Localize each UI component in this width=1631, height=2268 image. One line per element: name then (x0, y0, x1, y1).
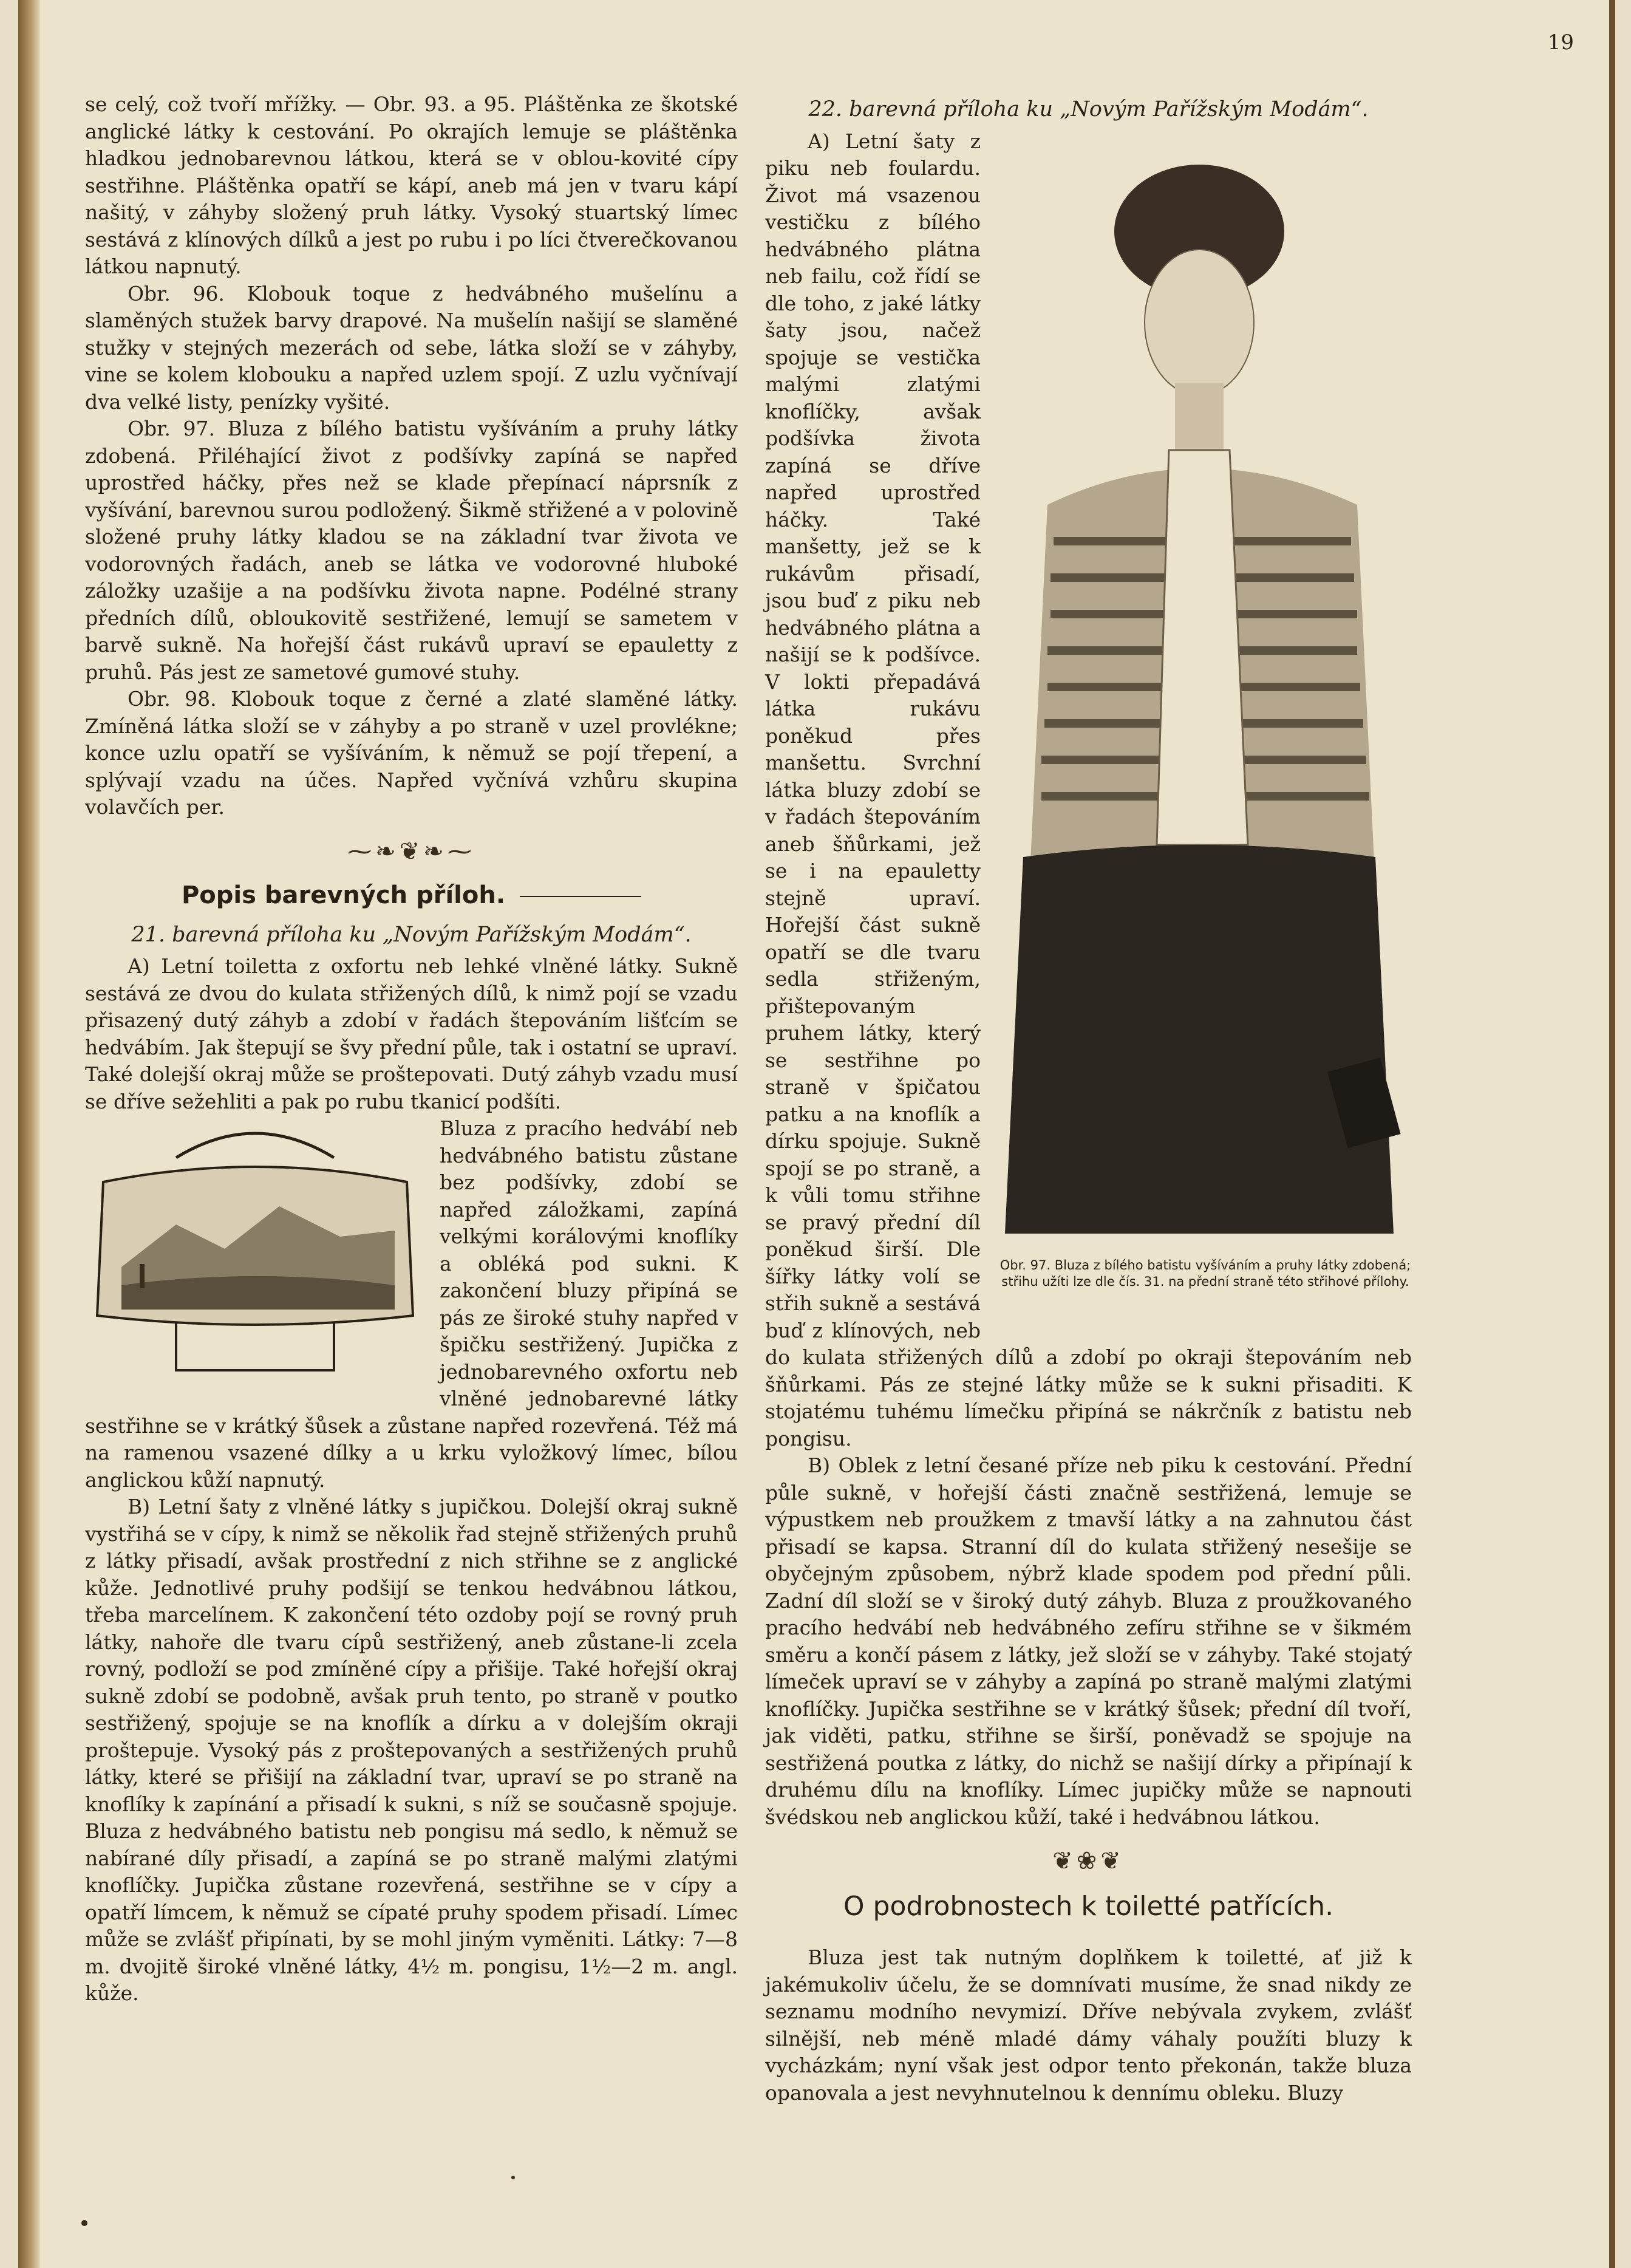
supplement-title: 21. barevná příloha ku „Novým Pařížským Modám“. (131, 922, 692, 947)
handbag-illustration (85, 1115, 425, 1395)
heading-rule (520, 896, 641, 897)
paragraph: B) Oblek z letní česané příze neb piku k cestování. Přední půle sukně, v hořejší části značně sestřižená, lemuje se výpustkem neb proužkem z tmavší látky a na zahnutou část přisadí se kapsa. Stranní díl do kulata střižený nesešije se obyčejným způsobem, nýbrž klade spodem pod přední půli. Zadní díl složí se v široký dutý záhyb. Bluza z proužkovaného pracího hedvábí neb hedvábného zefíru střihne se v šikmém směru a končí pásem z látky, jež složí se v záhyby. Také stojatý límeček upraví se v záhyby a zapíná po straně malými zlatými knoflíčky. Jupička sestřihne se v krátký šůsek; přední díl tvoří, jak viděti, patku, střihne se širší, poněvadž se spojuje na sestřižená poutka z látky, do nichž se našijí dírky a připínají k druhému dílu na knoflíky. Límec jupičky může se napnouti švédskou neb anglickou kůží, také i hedvábnou látkou. (765, 1453, 1412, 1829)
paragraph: Obr. 96. Klobouk toque z hedvábného mušelínu a slaměných stužek barvy drapové. Na mušelín našijí se slaměné stužky v stejných mezerách od sebe, látka složí se v záhyby, vine se kolem klobouku a napřed uzlem spojí. Z uzlu vyčnívají dva velké listy, penízky vyšité. (85, 281, 738, 414)
paragraph: A) Letní šaty z piku neb foulardu. Život má vsazenou vestičku z bílého hedvábného plátna neb failu, což řídí se dle toho, z jaké látky šaty jsou, načež spojuje se vestička malými zlatými knoflíčky, avšak podšívka života zapíná se dříve napřed uprostřed háčky. Také manšetty, jež se k rukávům přisadí, jsou buď z piku neb hedvábného plátna a našijí se k podšívce. V lokti přepadává látka rukávu poněkud přes manšettu. Svrchní látka bluzy zdobí se v řadách štepováním aneb šňůrkami, jež se i na epauletty stejně upraví. Hořejší část sukně opatří se dle tvaru sedla střiženým, přištepovaným pruhem látky, který se sestřihne po straně v špičatou patku a na knoflík a dírku spojuje. Sukně spojí se po straně, a k vůli tomu střihne se pravý přední díl poněkud širší. Dle šířky látky volí se střih sukně a sestává buď z klínových, neb do kulata střižených dílů a zdobí po okraji štepováním neb šňůrkami. Pás ze stejné látky může se k sukni přisaditi. K stojatému tuhému límečku připíná se nákrčník z batistu neb pongisu. (765, 129, 1412, 1450)
paragraph: Obr. 97. Bluza z bílého batistu vyšíváním a pruhy látky zdobená. Přiléhající život z podšívky zapíná se napřed uprostřed háčky, přes než se klade přepínací náprsník z vyšívání, barevnou surou podložený. Šikmě střižené a v polovině složené pruhy látky kladou se na základní tvar života ve vodorovných řadách, aneb se látka ve vodorovné hluboké záložky uzašije a na podšívku života napne. Podélné strany předních dílů, obloukovitě sestřižené, lemují se sametem v barvě sukně. Na hořejší část rukávů upraví se epauletty z pruhů. Pás jest ze sametové gumové stuhy. (85, 417, 738, 684)
supplement-title: 22. barevná příloha ku „Novým Pařížským Modám“. (808, 97, 1369, 121)
paragraph: Bluza z pracího hedvábí neb hedvábného batistu zůstane bez podšívky, zdobí se napřed záložkami, zapíná velkými korálovými knoflíky a obléká pod sukni. K zakončení bluzy připíná se pás ze široké stuhy napřed v špičku sestřižený. Jupička z jednobarevného oxfortu neb vlněné jednobarevné látky sestřihne se v krátký šůsek a zůstane napřed rozevřená. Též má na ramenou vsazené dílky a u krku vyložkový límec, bílou anglickou kůží napnutý. (85, 1116, 738, 1492)
page-dot (81, 2220, 87, 2226)
paragraph: se celý, což tvoří mřížky. — Obr. 93. a 95. Pláštěnka ze škotské anglické látky k cestování. Po okrajích lemuje se pláštěnka hladkou jednobarevnou látkou, která se v oblou-kovité cípy sestřihne. Pláštěnka opatří se kápí, aneb má jen v tvaru kápí našitý, v záhyby složený pruh látky. Vysoký stuartský límec sestává z klínových dílků a jest po rubu i po líci čtverečkovanou látkou napnutý. (85, 92, 738, 278)
right-column (765, 91, 1412, 2106)
section-heading-text: Popis barevných příloh. (181, 881, 506, 909)
ornament: ❦❀❦ (1052, 1847, 1125, 1875)
blouse-figure (999, 128, 1412, 1319)
page-number: 19 (1547, 30, 1574, 55)
page (18, 0, 1615, 2268)
section-heading (85, 882, 738, 909)
paragraph: Obr. 98. Klobouk toque z černé a zlaté slaměné látky. Zmíněná látka složí se v záhyby a po straně v uzel provlékne; konce uzlu opatří se vyšíváním, k němuž se pojí třepení, a splývají vzadu na účes. Napřed vyčnívá vzhůru skupina volavčích per. (85, 687, 738, 819)
handbag-drawing (85, 1115, 425, 1395)
woman-illustration (999, 128, 1412, 1246)
page-binding (18, 0, 40, 2268)
page-dot (511, 2176, 515, 2179)
paragraph: A) Letní toiletta z oxfortu neb lehké vlněné látky. Sukně sestává ze dvou do kulata střižených dílů, k nimž pojí se vzadu přisazený dutý záhyb a zdobí v řadách štepováním lišťcím se hedvábím. Jak štepují se švy přední půle, tak i ostatní se upraví. Také dolejší okraj může se proštepovati. Dutý záhyb vzadu musí se dříve sežehliti a pak po rubu tkanicí podšíti. (85, 954, 738, 1113)
ornament: ⁓❧❦❧⁓ (347, 837, 475, 866)
section-title: O podrobnostech k toiletté patřících. (843, 1890, 1334, 1922)
page-edge (1609, 0, 1615, 2268)
left-column (85, 91, 738, 2007)
paragraph: Bluza jest tak nutným doplňkem k toiletté, ať již k jakémukoliv účelu, že se domnívati musíme, že snad nikdy ze seznamu modního nevymizí. Dříve nebývala zvykem, zvlášť silnější, neb méně mladé dámy váhaly použíti bluzy k vycházkám; nyní však jest odpor tento překonán, takže bluza opanovala a jest nevyhnutelnou k dennímu obleku. Bluzy (765, 1945, 1412, 2105)
paragraph: B) Letní šaty z vlněné látky s jupičkou. Dolejší okraj sukně vystřihá se v cípy, k nimž se několik řad stejně střižených pruhů z látky přisadí, avšak prostřední z nich střihne se z anglické kůže. Jednotlivé pruhy podšijí se tenkou hedvábnou látkou, třeba marcelínem. K zakončení této ozdoby pojí se rovný pruh látky, nahoře dle tvaru cípů sestřižený, aneb zůstane-li zcela rovný, podloží se pod zmíněné cípy a přišije. Také hořejší okraj sukně zdobí se podobně, avšak pruh tento, po straně v poutko sestřižený, spojuje se na knoflík a dírku a v dolejším okraji proštepuje. Vysoký pás z proštepovaných a sestřižených pruhů látky, které se přišijí na základní tvar, upraví se po straně na knoflíky k zapínání a přisadí k sukni, s níž se současně spojuje. Bluza z hedvábného batistu neb pongisu má sedlo, k němuž se nabírané díly přisadí, a zapíná se po straně malými zlatými knoflíčky. Jupička zůstane rozevřená, sestřihne se v cípy a opatří límcem, k němuž se cípaté pruhy spodem přisadí. Límec může se zvlášť připínati, by se mohl jiným vyměniti. Látky: 7—8 m. dvojitě široké vlněné látky, 4½ m. pongisu, 1½—2 m. angl. kůže. (85, 1495, 738, 2005)
figure-caption: Obr. 97. Bluza z bílého batistu vyšíváním a pruhy látky zdobená; střihu užíti lze dle čís. 31. na přední straně této střihové přílohy. (999, 1258, 1411, 1289)
